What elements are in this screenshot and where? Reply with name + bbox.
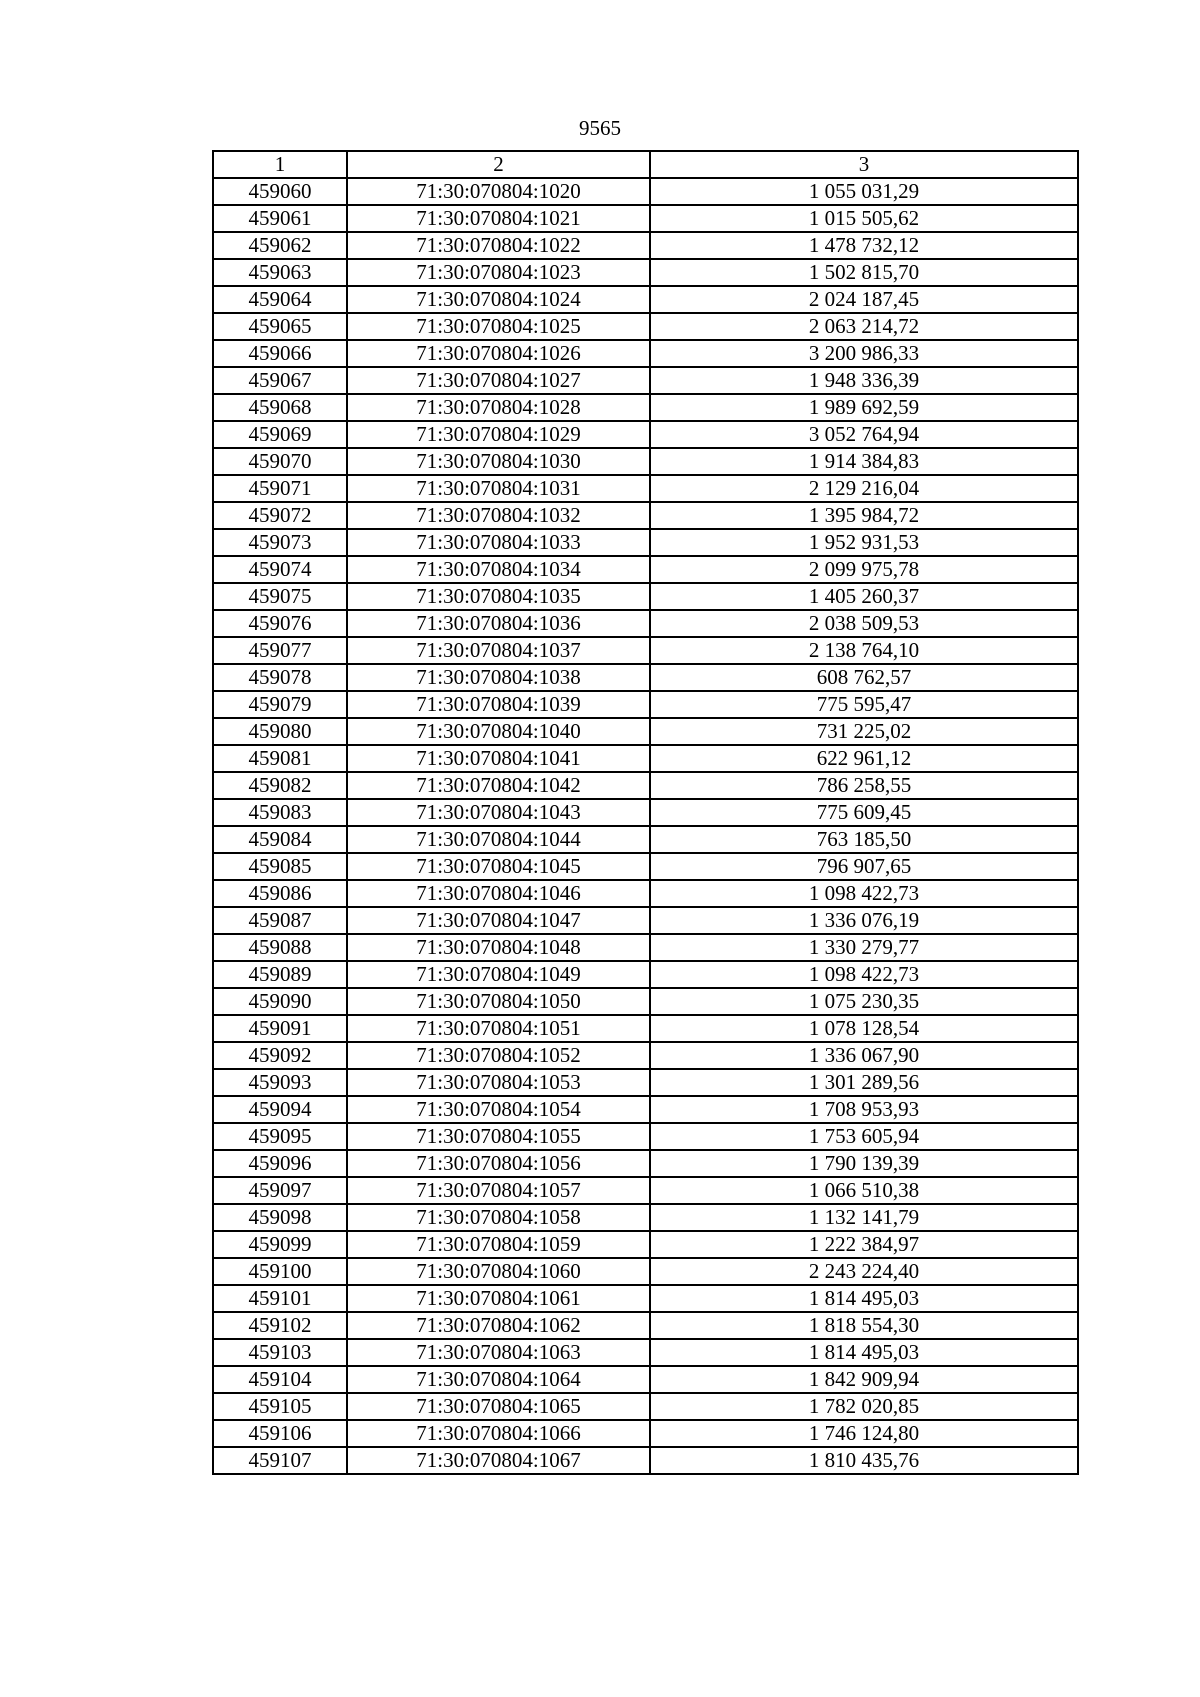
row-number-cell: 459079 [213,691,347,718]
table-header-row [213,151,1078,178]
table-row [213,637,1078,664]
row-number-cell: 459101 [213,1285,347,1312]
row-number-cell: 459098 [213,1204,347,1231]
table-row [213,232,1078,259]
row-number-cell: 459092 [213,1042,347,1069]
table-row [213,664,1078,691]
value-cell: 2 138 764,10 [650,637,1078,664]
cadastral-number-cell: 71:30:070804:1058 [347,1204,650,1231]
table-row [213,1258,1078,1285]
value-cell: 2 129 216,04 [650,475,1078,502]
column-header: 1 [213,151,347,178]
column-header: 3 [650,151,1078,178]
table-row [213,556,1078,583]
table-row [213,1096,1078,1123]
value-cell: 3 052 764,94 [650,421,1078,448]
table-row [213,502,1078,529]
table-row [213,1285,1078,1312]
cadastral-number-cell: 71:30:070804:1033 [347,529,650,556]
cadastral-number-cell: 71:30:070804:1038 [347,664,650,691]
cadastral-number-cell: 71:30:070804:1025 [347,313,650,340]
table-row [213,1393,1078,1420]
row-number-cell: 459084 [213,826,347,853]
cadastral-number-cell: 71:30:070804:1022 [347,232,650,259]
cadastral-number-cell: 71:30:070804:1050 [347,988,650,1015]
cadastral-number-cell: 71:30:070804:1028 [347,394,650,421]
value-cell: 622 961,12 [650,745,1078,772]
value-cell: 1 478 732,12 [650,232,1078,259]
row-number-cell: 459083 [213,799,347,826]
row-number-cell: 459077 [213,637,347,664]
value-cell: 1 098 422,73 [650,880,1078,907]
value-cell: 1 914 384,83 [650,448,1078,475]
row-number-cell: 459066 [213,340,347,367]
value-cell: 2 038 509,53 [650,610,1078,637]
cadastral-number-cell: 71:30:070804:1044 [347,826,650,853]
row-number-cell: 459078 [213,664,347,691]
row-number-cell: 459096 [213,1150,347,1177]
table-row [213,394,1078,421]
value-cell: 1 336 067,90 [650,1042,1078,1069]
cadastral-number-cell: 71:30:070804:1061 [347,1285,650,1312]
cadastral-number-cell: 71:30:070804:1062 [347,1312,650,1339]
cadastral-number-cell: 71:30:070804:1037 [347,637,650,664]
cadastral-number-cell: 71:30:070804:1043 [347,799,650,826]
table-row [213,961,1078,988]
cadastral-number-cell: 71:30:070804:1048 [347,934,650,961]
table-row [213,448,1078,475]
table-row [213,286,1078,313]
value-cell: 1 782 020,85 [650,1393,1078,1420]
value-cell: 775 595,47 [650,691,1078,718]
table-row [213,178,1078,205]
row-number-cell: 459088 [213,934,347,961]
value-cell: 2 024 187,45 [650,286,1078,313]
table-row [213,421,1078,448]
column-header: 2 [347,151,650,178]
cadastral-number-cell: 71:30:070804:1021 [347,205,650,232]
table-row [213,475,1078,502]
table-row [213,772,1078,799]
row-number-cell: 459090 [213,988,347,1015]
row-number-cell: 459082 [213,772,347,799]
table-row [213,340,1078,367]
cadastral-number-cell: 71:30:070804:1041 [347,745,650,772]
cadastral-number-cell: 71:30:070804:1055 [347,1123,650,1150]
cadastral-number-cell: 71:30:070804:1035 [347,583,650,610]
table-row [213,1231,1078,1258]
cadastral-number-cell: 71:30:070804:1029 [347,421,650,448]
table-row [213,1177,1078,1204]
row-number-cell: 459062 [213,232,347,259]
row-number-cell: 459076 [213,610,347,637]
row-number-cell: 459086 [213,880,347,907]
row-number-cell: 459093 [213,1069,347,1096]
cadastral-number-cell: 71:30:070804:1049 [347,961,650,988]
row-number-cell: 459081 [213,745,347,772]
value-cell: 1 753 605,94 [650,1123,1078,1150]
table-row [213,1366,1078,1393]
row-number-cell: 459094 [213,1096,347,1123]
value-cell: 1 301 289,56 [650,1069,1078,1096]
value-cell: 1 810 435,76 [650,1447,1078,1474]
row-number-cell: 459075 [213,583,347,610]
value-cell: 1 098 422,73 [650,961,1078,988]
row-number-cell: 459071 [213,475,347,502]
value-cell: 1 222 384,97 [650,1231,1078,1258]
row-number-cell: 459095 [213,1123,347,1150]
value-cell: 2 099 975,78 [650,556,1078,583]
cadastral-number-cell: 71:30:070804:1020 [347,178,650,205]
cadastral-number-cell: 71:30:070804:1027 [347,367,650,394]
table-row [213,907,1078,934]
value-cell: 1 066 510,38 [650,1177,1078,1204]
row-number-cell: 459102 [213,1312,347,1339]
table-row [213,1447,1078,1474]
table-row [213,880,1078,907]
table-row [213,1312,1078,1339]
table-row [213,583,1078,610]
value-cell: 1 502 815,70 [650,259,1078,286]
page-number-text: 9565 [579,116,621,140]
cadastral-number-cell: 71:30:070804:1064 [347,1366,650,1393]
row-number-cell: 459067 [213,367,347,394]
row-number-cell: 459074 [213,556,347,583]
cadastral-number-cell: 71:30:070804:1047 [347,907,650,934]
table-row [213,1420,1078,1447]
row-number-cell: 459085 [213,853,347,880]
value-cell: 1 330 279,77 [650,934,1078,961]
cadastral-number-cell: 71:30:070804:1024 [347,286,650,313]
table-row [213,205,1078,232]
row-number-cell: 459105 [213,1393,347,1420]
table-row [213,610,1078,637]
table-row [213,1204,1078,1231]
value-cell: 1 132 141,79 [650,1204,1078,1231]
value-cell: 1 818 554,30 [650,1312,1078,1339]
value-cell: 1 336 076,19 [650,907,1078,934]
row-number-cell: 459068 [213,394,347,421]
cadastral-number-cell: 71:30:070804:1026 [347,340,650,367]
table-row [213,367,1078,394]
cadastral-number-cell: 71:30:070804:1059 [347,1231,650,1258]
cadastral-number-cell: 71:30:070804:1042 [347,772,650,799]
table-row [213,853,1078,880]
value-cell: 1 405 260,37 [650,583,1078,610]
row-number-cell: 459097 [213,1177,347,1204]
row-number-cell: 459072 [213,502,347,529]
row-number-cell: 459069 [213,421,347,448]
table-row [213,799,1078,826]
table-row [213,691,1078,718]
value-cell: 1 790 139,39 [650,1150,1078,1177]
cadastral-number-cell: 71:30:070804:1051 [347,1015,650,1042]
value-cell: 763 185,50 [650,826,1078,853]
cadastral-number-cell: 71:30:070804:1036 [347,610,650,637]
table-row [213,1069,1078,1096]
table-row [213,313,1078,340]
value-cell: 1 746 124,80 [650,1420,1078,1447]
value-cell: 1 075 230,35 [650,988,1078,1015]
row-number-cell: 459060 [213,178,347,205]
value-cell: 3 200 986,33 [650,340,1078,367]
value-cell: 1 952 931,53 [650,529,1078,556]
cadastral-number-cell: 71:30:070804:1052 [347,1042,650,1069]
table-row [213,718,1078,745]
value-cell: 1 708 953,93 [650,1096,1078,1123]
table-row [213,259,1078,286]
table-row [213,934,1078,961]
cadastral-number-cell: 71:30:070804:1057 [347,1177,650,1204]
cadastral-number-cell: 71:30:070804:1023 [347,259,650,286]
table-row [213,1150,1078,1177]
row-number-cell: 459064 [213,286,347,313]
value-cell: 2 243 224,40 [650,1258,1078,1285]
value-cell: 1 395 984,72 [650,502,1078,529]
value-cell: 786 258,55 [650,772,1078,799]
row-number-cell: 459065 [213,313,347,340]
table-row [213,1123,1078,1150]
cadastral-number-cell: 71:30:070804:1031 [347,475,650,502]
value-cell: 1 814 495,03 [650,1339,1078,1366]
row-number-cell: 459106 [213,1420,347,1447]
value-cell: 1 015 505,62 [650,205,1078,232]
value-cell: 1 948 336,39 [650,367,1078,394]
cadastral-number-cell: 71:30:070804:1045 [347,853,650,880]
table-row [213,1015,1078,1042]
cadastral-number-cell: 71:30:070804:1046 [347,880,650,907]
value-cell: 2 063 214,72 [650,313,1078,340]
cadastral-number-cell: 71:30:070804:1039 [347,691,650,718]
cadastral-number-cell: 71:30:070804:1053 [347,1069,650,1096]
cadastral-number-cell: 71:30:070804:1060 [347,1258,650,1285]
row-number-cell: 459091 [213,1015,347,1042]
value-cell: 1 078 128,54 [650,1015,1078,1042]
cadastral-number-cell: 71:30:070804:1034 [347,556,650,583]
row-number-cell: 459099 [213,1231,347,1258]
row-number-cell: 459061 [213,205,347,232]
row-number-cell: 459070 [213,448,347,475]
row-number-cell: 459103 [213,1339,347,1366]
cadastral-number-cell: 71:30:070804:1063 [347,1339,650,1366]
cadastral-number-cell: 71:30:070804:1030 [347,448,650,475]
row-number-cell: 459104 [213,1366,347,1393]
cadastral-number-cell: 71:30:070804:1056 [347,1150,650,1177]
row-number-cell: 459107 [213,1447,347,1474]
row-number-cell: 459073 [213,529,347,556]
table-row [213,988,1078,1015]
value-cell: 608 762,57 [650,664,1078,691]
value-cell: 1 055 031,29 [650,178,1078,205]
table-row [213,1339,1078,1366]
value-cell: 1 989 692,59 [650,394,1078,421]
value-cell: 1 842 909,94 [650,1366,1078,1393]
table-row [213,745,1078,772]
row-number-cell: 459089 [213,961,347,988]
value-cell: 1 814 495,03 [650,1285,1078,1312]
value-cell: 731 225,02 [650,718,1078,745]
cadastral-number-cell: 71:30:070804:1040 [347,718,650,745]
cadastral-number-cell: 71:30:070804:1066 [347,1420,650,1447]
table-row [213,1042,1078,1069]
row-number-cell: 459100 [213,1258,347,1285]
cadastral-number-cell: 71:30:070804:1054 [347,1096,650,1123]
value-cell: 796 907,65 [650,853,1078,880]
value-cell: 775 609,45 [650,799,1078,826]
cadastral-number-cell: 71:30:070804:1032 [347,502,650,529]
row-number-cell: 459080 [213,718,347,745]
table-row [213,529,1078,556]
data-table [212,150,1079,1475]
cadastral-number-cell: 71:30:070804:1067 [347,1447,650,1474]
page-number [0,116,1200,140]
table-row [213,826,1078,853]
row-number-cell: 459087 [213,907,347,934]
row-number-cell: 459063 [213,259,347,286]
cadastral-number-cell: 71:30:070804:1065 [347,1393,650,1420]
